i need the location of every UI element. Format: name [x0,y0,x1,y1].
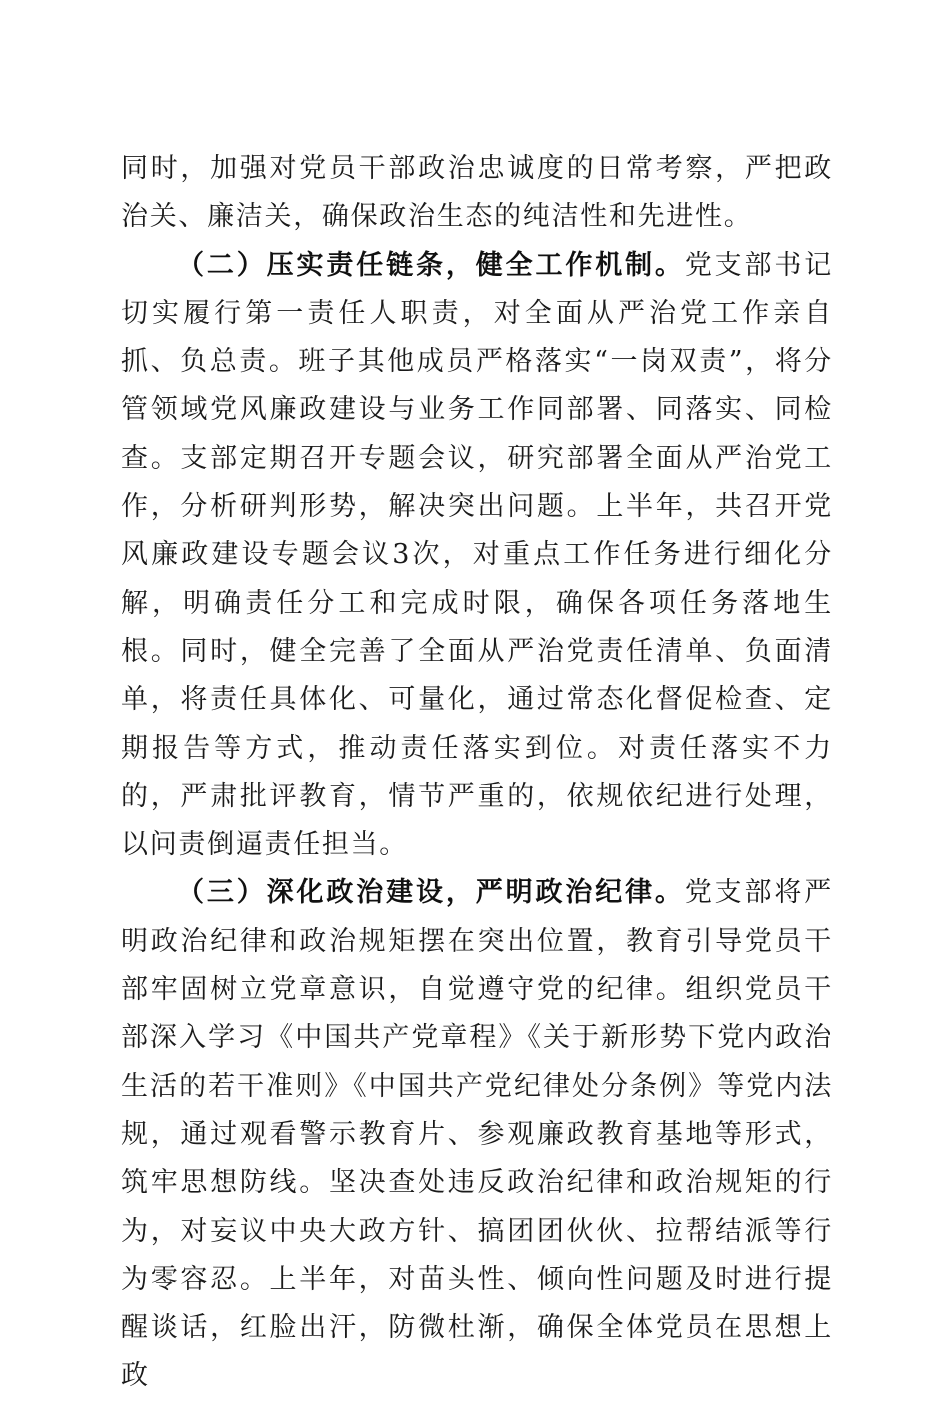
paragraph-section-three [121,869,833,1400]
paragraph-text: 同时，加强对党员干部政治忠诚度的日常考察，严把政治关、廉洁关，确保政治生态的纯洁性和先进性。 [121,153,833,233]
paragraph-text: 党支部将严明政治纪律和政治规矩摆在突出位置，教育引导党员干部牢固树立党章意识，自觉遵守党的纪律。组织党员干部深入学习《中国共产党章程》《关于新形势下党内政治生活的若干准则》《中国共产党纪律处分条例》等党内法规，通过观看警示教育片、参观廉政教育基地等形式，筑牢思想防线。坚决查处违反政治纪律和政治规矩的行为，对妄议中央大政方针、搞团团伙伙、拉帮结派等行为零容忍。上半年，对苗头性、倾向性问题及时进行提醒谈话，红脸出汗，防微杜渐，确保全体党员在思想上政 [121,877,833,1392]
paragraph-continuation [121,145,833,242]
section-heading-two: （二）压实责任链条，健全工作机制。 [177,249,685,281]
paragraph-text: 党支部书记切实履行第一责任人职责，对全面从严治党工作亲自抓、负总责。班子其他成员严格落实“一岗双责”，将分管领域党风廉政建设与业务工作同部署、同落实、同检查。支部定期召开专题会议，研究部署全面从严治党工作，分析研判形势，解决突出问题。上半年，共召开党风廉政建设专题会议3次，对重点工作任务进行细化分解，明确责任分工和完成时限，确保各项任务落地生根。同时，健全完善了全面从严治党责任清单、负面清单，将责任具体化、可量化，通过常态化督促检查、定期报告等方式，推动责任落实到位。对责任落实不力的，严肃批评教育，情节严重的，依规依纪进行处理，以问责倒逼责任担当。 [121,249,833,861]
section-heading-three: （三）深化政治建设，严明政治纪律。 [177,877,685,909]
paragraph-section-two [121,242,833,870]
document-body [121,145,833,1401]
